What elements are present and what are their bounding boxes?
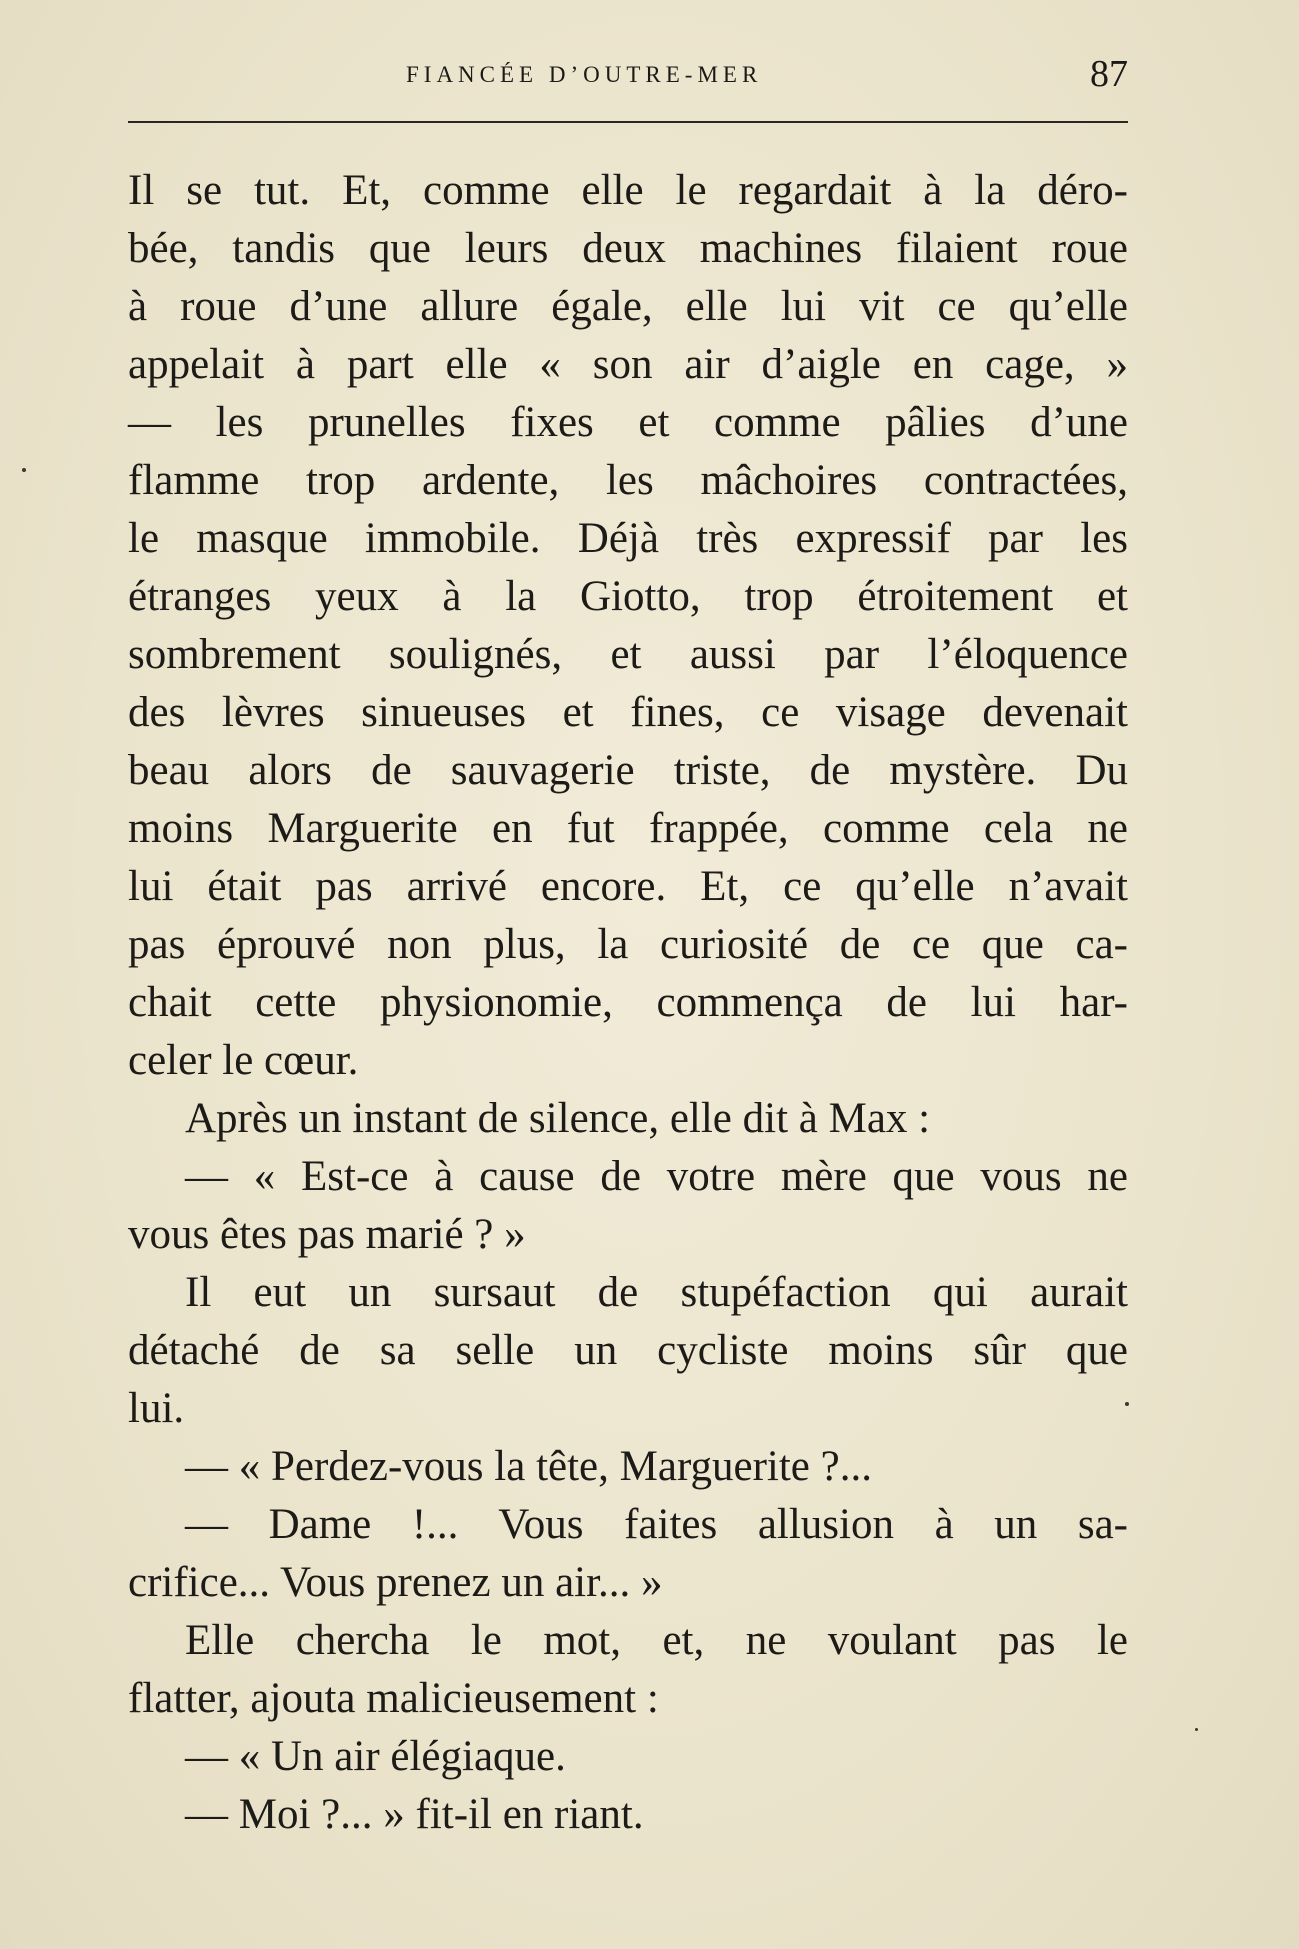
text-line: détaché de sa selle un cycliste moins sûr que — [128, 1327, 1128, 1374]
text-line: celer le cœur. — [128, 1037, 359, 1084]
text-line: le masque immobile. Déjà très expressif par les — [128, 515, 1128, 562]
text-line: flatter, ajouta malicieusement : — [128, 1675, 659, 1722]
text-line: Après un instant de silence, elle dit à Max : — [185, 1095, 931, 1142]
text-line: lui. — [128, 1385, 185, 1432]
text-line: sombrement soulignés, et aussi par l’éloquence — [128, 631, 1128, 678]
text-line: des lèvres sinueuses et fines, ce visage devenait — [128, 689, 1128, 736]
text-line: — « Perdez-vous la tête, Marguerite ?... — [185, 1443, 872, 1490]
text-line: lui était pas arrivé encore. Et, ce qu’elle n’avait — [128, 863, 1128, 910]
page-header — [128, 52, 1128, 102]
text-line: étranges yeux à la Giotto, trop étroitement et — [128, 573, 1128, 620]
text-line: Il se tut. Et, comme elle le regardait à la déro- — [128, 167, 1128, 214]
body-text — [128, 162, 1128, 1844]
text-line: — les prunelles fixes et comme pâlies d’une — [128, 399, 1128, 446]
running-title: FIANCÉE D’OUTRE-MER — [406, 62, 763, 87]
text-line: — Moi ?... » fit-il en riant. — [185, 1791, 644, 1838]
text-line: — « Est-ce à cause de votre mère que vous ne — [185, 1153, 1128, 1200]
text-line: flamme trop ardente, les mâchoires contractées, — [128, 457, 1128, 504]
text-line: pas éprouvé non plus, la curiosité de ce que ca- — [128, 921, 1128, 968]
text-line: vous êtes pas marié ? » — [128, 1211, 526, 1258]
text-line: chait cette physionomie, commença de lui har- — [128, 979, 1128, 1026]
text-line: beau alors de sauvagerie triste, de mystère. Du — [128, 747, 1128, 794]
paper-speck — [1125, 1402, 1129, 1406]
page-number: 87 — [1090, 53, 1128, 95]
text-line: bée, tandis que leurs deux machines filaient roue — [128, 225, 1128, 272]
text-line: Il eut un sursaut de stupéfaction qui aurait — [185, 1269, 1128, 1316]
text-line: moins Marguerite en fut frappée, comme cela ne — [128, 805, 1128, 852]
paper-speck — [1195, 1728, 1198, 1731]
text-line: Elle chercha le mot, et, ne voulant pas le — [185, 1617, 1128, 1664]
text-line: appelait à part elle « son air d’aigle en cage, » — [128, 341, 1128, 388]
text-line: crifice... Vous prenez un air... » — [128, 1559, 663, 1606]
text-line: — « Un air élégiaque. — [185, 1733, 566, 1780]
text-line: à roue d’une allure égale, elle lui vit ce qu’elle — [128, 283, 1128, 330]
paper-speck — [22, 468, 26, 472]
text-line: — Dame !... Vous faites allusion à un sa- — [185, 1501, 1128, 1548]
header-rule — [128, 121, 1128, 123]
